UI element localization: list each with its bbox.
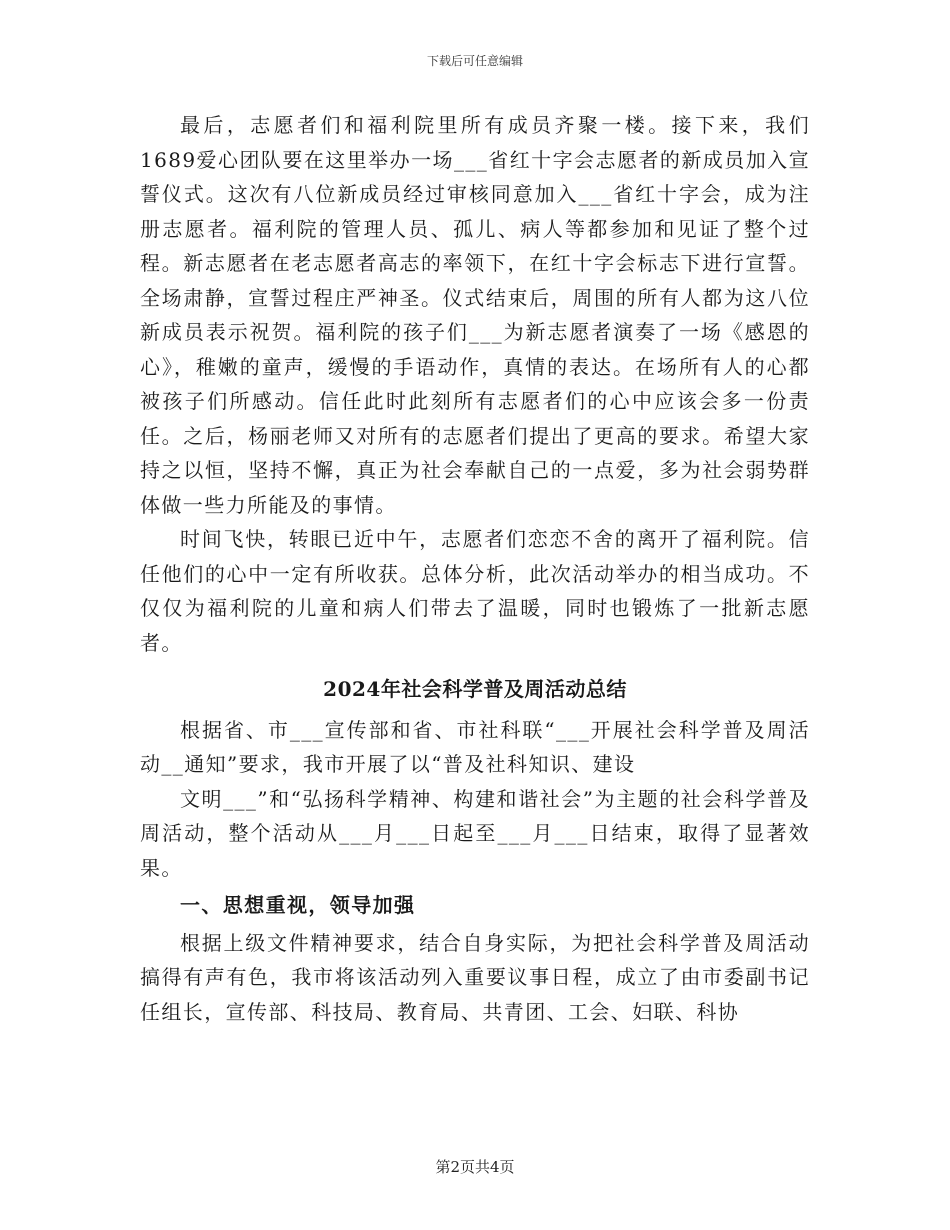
paragraph-leadership: 根据上级文件精神要求，结合自身实际，为把社会科学普及周活动搞得有声有色，我市将该活动列入重要议事日程，成立了由市委副书记任组长，宣传部、科技局、教育局、共青团、工会、妇联、科协: [140, 930, 810, 1024]
document-title: 2024年社会科学普及周活动总结: [323, 677, 627, 701]
paragraph-ceremony: 最后，志愿者们和福利院里所有成员齐聚一楼。接下来，我们1689爱心团队要在这里举办一场___省红十字会志愿者的新成员加入宣誓仪式。这次有八位新成员经过审核同意加入___省红十字会，成为注册志愿者。福利院的管理人员、孤儿、病人等都参加和见证了整个过程。新志愿者在老志愿者高志的率领下，在红十字会标志下进行宣誓。全场肃静，宣誓过程庄严神圣。仪式结束后，周围的所有人都为这八位新成员表示祝贺。福利院的孩子们___为新志愿者演奏了一场《感恩的心》，稚嫩的童声，缓慢的手语动作，真情的表达。在场所有人的心都被孩子们所感动。信任此时此刻所有志愿者们的心中应该会多一份责任。之后，杨丽老师又对所有的志愿者们提出了更高的要求。希望大家持之以恒，坚持不懈，真正为社会奉献自己的一点爱，多为社会弱势群体做一些力所能及的事情。: [140, 113, 810, 517]
page-footer: 第2页共4页: [435, 1158, 515, 1176]
paragraph-intro: 根据省、市___宣传部和省、市社科联“___开展社会科学普及周活动__通知”要求，我市开展了以“普及社科知识、建设: [140, 717, 810, 776]
page-header: 下载后可任意编辑: [426, 54, 523, 68]
paragraph-theme: 文明___”和“弘扬科学精神、构建和谐社会”为主题的社会科学普及周活动，整个活动从___月___日起至___月___日结束，取得了显著效果。: [140, 786, 810, 880]
section-heading: 一、思想重视，领导加强: [180, 893, 416, 917]
document-body: [140, 108, 810, 1029]
paragraph-conclusion: 时间飞快，转眼已近中午，志愿者们恋恋不舍的离开了福利院。信任他们的心中一定有所收获。总体分析，此次活动举办的相当成功。不仅仅为福利院的儿童和病人们带去了温暖，同时也锻炼了一批新志愿者。: [140, 527, 810, 655]
